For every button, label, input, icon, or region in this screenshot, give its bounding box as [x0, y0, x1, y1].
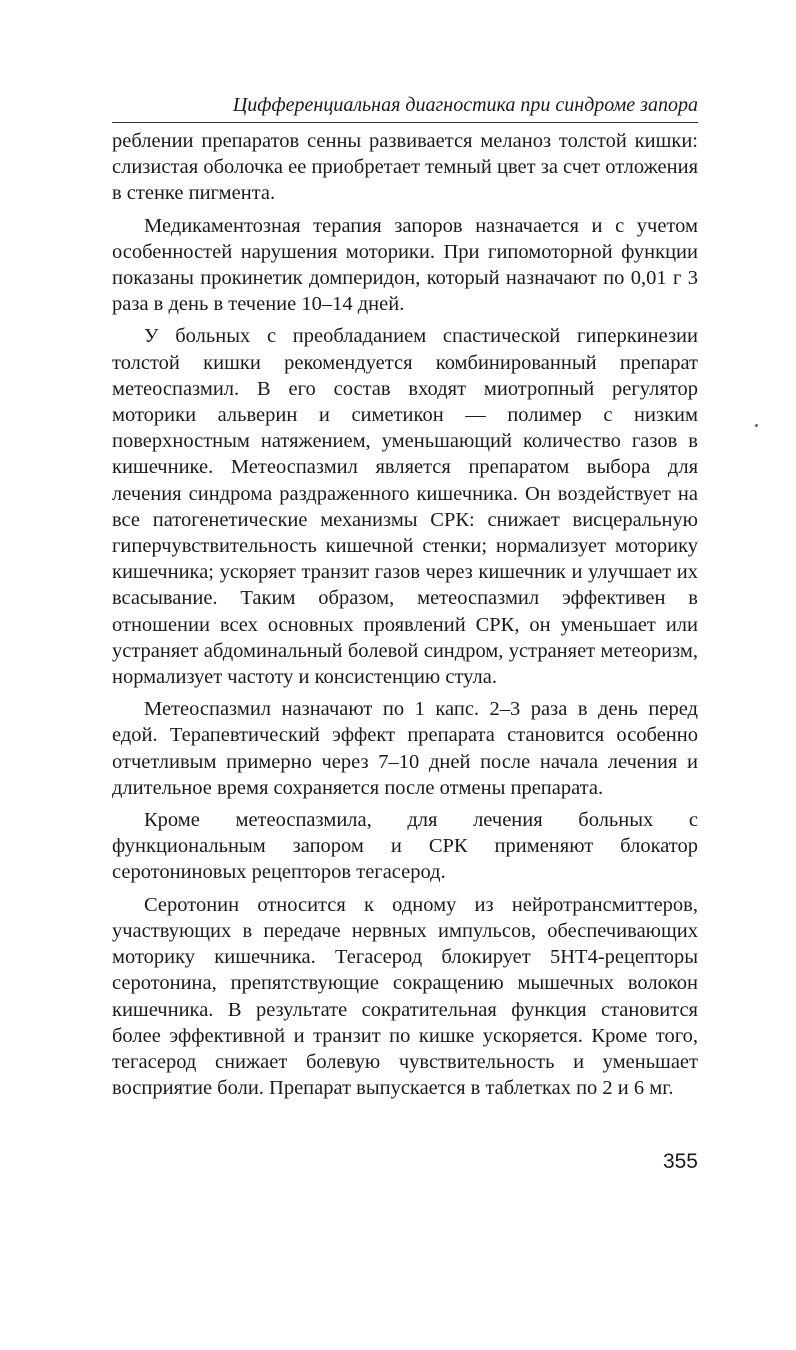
- paragraph-continued: реблении препаратов сенны развивается меланоз толстой кишки: слизистая оболочка ее приобретает темный цвет за счет отложения в стенке пигмента.: [112, 130, 699, 205]
- paragraph-meteospasmil: У больных с преобладанием спастической гиперкинезии толстой кишки рекомендуется комбинированный препарат метеоспазмил. В его состав входят миотропный регулятор моторики альверин и симетикон — полимер с низким поверхностным натяжением, уменьшающий количество газов в кишечнике. Метеоспазмил является препаратом выбора для лечения синдрома раздраженного кишечника. Он воздействует на все патогенетические механизмы СРК: снижает висцеральную гиперчувствительность кишечной стенки; нормализует моторику кишечника; ускоряет транзит газов через кишечник и улучшает их всасывание. Таким образом, метеоспазмил эффективен в отношении всех основных проявлений СРК, он уменьшает или устраняет абдоминальный болевой синдром, устраняет метеоризм, нормализует частоту и консистенцию стула.: [112, 325, 698, 689]
- paragraph-tegaserod-intro: Кроме метеоспазмила, для лечения больных с функциональным запором и СРК применяют блокатор серотониновых рецепторов тегасерод.: [112, 809, 698, 884]
- scan-speck: [755, 424, 758, 427]
- paragraph-serotonin: Серотонин относится к одному из нейротрансмиттеров, участвующих в передаче нервных импульсов, обеспечивающих моторику кишечника. Тегасерод блокирует 5НТ4-рецепторы серотонина, препятствующие сокращению мышечных волокон кишечника. В результате сократительная функция становится более эффективной и транзит по кишке ускоряется. Кроме того, тегасерод снижает болевую чувствительность и уменьшает восприятие боли. Препарат выпускается в таблетках по 2 и 6 мг.: [112, 893, 698, 1100]
- body-text: [112, 128, 698, 1107]
- paragraph-medication-therapy: Медикаментозная терапия запоров назначается и с учетом особенностей нарушения моторики. При гипомоторной функции показаны прокинетик домперидон, который назначают по 0,01 г 3 раза в день в течение 10–14 дней.: [112, 214, 698, 316]
- paragraph-dosage: Метеоспазмил назначают по 1 капс. 2–3 раза в день перед едой. Терапевтический эффект препарата становится особенно отчетливым примерно через 7–10 дней после начала лечения и длительное время сохраняется после отмены препарата.: [112, 698, 698, 799]
- page-number: 355: [662, 1150, 698, 1173]
- header-rule: [112, 122, 698, 123]
- running-header: Цифференциальная диагностика при синдроме запора: [232, 94, 698, 116]
